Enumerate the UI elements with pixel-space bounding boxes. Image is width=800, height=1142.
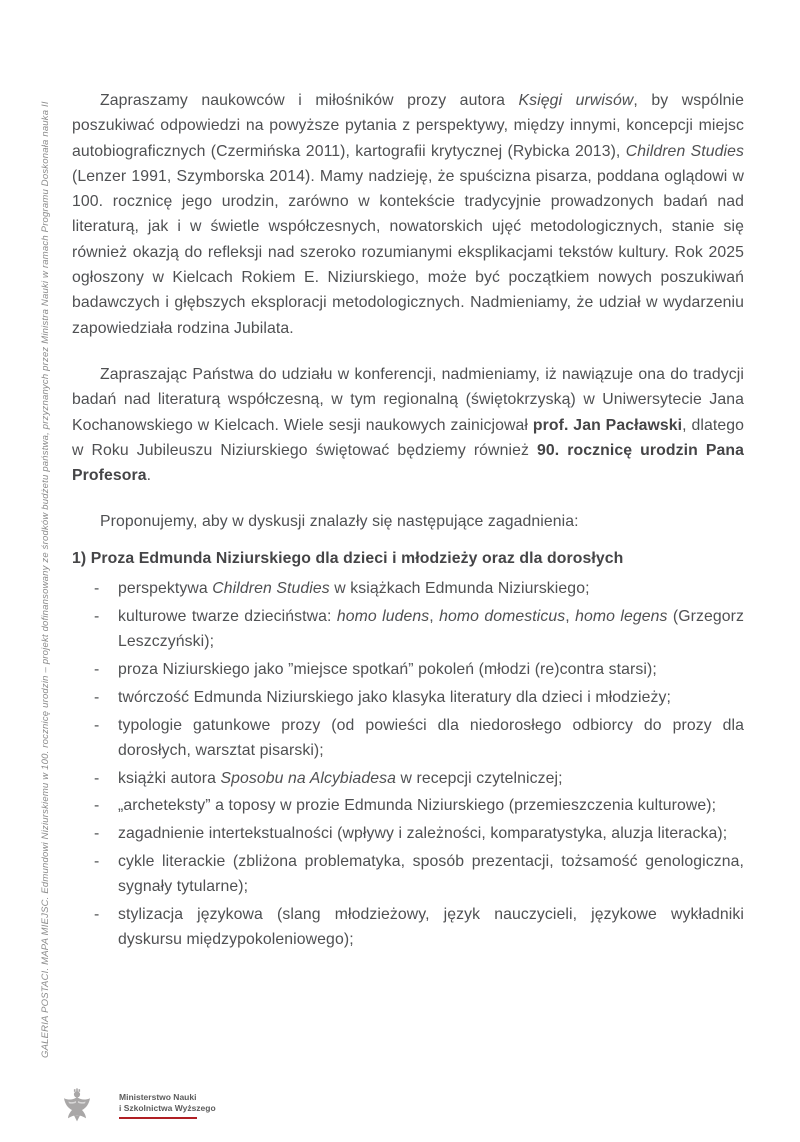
list-item (72, 576, 744, 601)
list-item (72, 821, 744, 846)
list-item-text: cykle literackie (zbliżona problematyka, sposób prezentacji, tożsamość genologiczna, sygnały tytularne); (118, 853, 744, 896)
bullet-dash: - (94, 660, 100, 678)
ministry-name (119, 1092, 216, 1119)
paragraph-invitation: Zapraszamy naukowców i miłośników prozy autora Księgi urwisów, by wspólnie poszukiwać odpowiedzi na powyższe pytania z perspektywy, między innymi, koncepcji miejsc autobiograficznych (Czermińska 2011), kartografii krytycznej (Rybicka 2013), Children Studies (Lenzer 1991, Szymborska 2014). Mamy nadzieję, że spuścizna pisarza, poddana oglądowi w 100. rocznicę jego urodzin, zarówno w kontekście tradycyjnie prowadzonych badań nad literaturą, jak i w świetle współczesnych, nowatorskich ujęć metodologicznych, stanie się również okazją do refleksji nad szeroko rozumianymi eksplikacjami tekstów kultury. Rok 2025 ogłoszony w Kielcach Rokiem E. Niziurskiego, może być początkiem nowych poszukiwań badawczych i głębszych eksploracji metodologicznych. Nadmieniamy, że udział w wydarzeniu zapowiedziała rodzina Jubilata. (72, 92, 744, 337)
list-item-text: zagadnienie intertekstualności (wpływy i zależności, komparatystyka, aluzja literacka); (118, 825, 728, 843)
list-item (72, 657, 744, 682)
list-item (72, 766, 744, 791)
list-item (72, 849, 744, 900)
ministry-name-line1: Ministerstwo Nauki (119, 1092, 197, 1102)
bullet-dash: - (94, 906, 100, 924)
bullet-dash: - (94, 607, 100, 625)
list-item (72, 713, 744, 764)
list-item-text: proza Niziurskiego jako ”miejsce spotkań” pokoleń (młodzi (re)contra starsi); (118, 660, 657, 678)
paragraph-conference-tradition: Zapraszając Państwa do udziału w konferencji, nadmieniamy, iż nawiązuje ona do tradycji badań nad literaturą współczesną, w tym regionalną (świętokrzyską) w Uniwersytecie Jana Kochanowskiego w Kielcach. Wiele sesji naukowych zainicjował prof. Jan Pacławski, dlatego w Roku Jubileuszu Niziurskiego świętować będziemy również 90. rocznicę urodzin Pana Profesora. (72, 365, 744, 485)
bullet-dash: - (94, 825, 100, 843)
topic-list (72, 576, 744, 953)
bullet-dash: - (94, 769, 100, 787)
bullet-dash: - (94, 853, 100, 871)
sidebar-funding-note: GALERIA POSTACI. MAPA MIEJSC. Edmundowi Niziurskiemu w 100. rocznicę urodzin – projekt dofinansowany ze środków budżetu państwa, przyznanych przez Ministra Nauki w ramach Programu Doskonała nauka II (40, 101, 51, 1058)
list-item (72, 685, 744, 710)
list-item (72, 793, 744, 818)
list-item-text: twórczość Edmunda Niziurskiego jako klasyka literatury dla dzieci i młodzieży; (118, 688, 672, 706)
bullet-dash: - (94, 716, 100, 734)
list-item-text: książki autora Sposobu na Alcybiadesa w recepcji czytelniczej; (118, 769, 563, 787)
list-item-text: „archeteksty” a toposy w prozie Edmunda Niziurskiego (przemieszczenia kulturowe); (118, 797, 717, 815)
bullet-dash: - (94, 688, 100, 706)
document-body (72, 88, 744, 955)
ministry-name-line2: i Szkolnictwa Wyższego (119, 1102, 216, 1113)
polish-eagle-icon (62, 1088, 92, 1122)
list-item-text: kulturowe twarze dzieciństwa: homo ludens, homo domesticus, homo legens (Grzegorz Leszczyński); (118, 607, 744, 651)
section-heading-topic-1: 1) Proza Edmunda Niziurskiego dla dzieci i młodzieży oraz dla dorosłych (72, 549, 624, 567)
paragraph-topics-intro: Proponujemy, aby w dyskusji znalazły się następujące zagadnienia: (100, 513, 579, 531)
bullet-dash: - (94, 797, 100, 815)
list-item-text: perspektywa Children Studies w książkach Edmunda Niziurskiego; (118, 580, 590, 598)
list-item-text: stylizacja językowa (slang młodzieżowy, język nauczycieli, językowe wykładniki dyskursu międzypokoleniowego); (118, 906, 744, 949)
ministry-underline (119, 1117, 197, 1119)
list-item (72, 604, 744, 655)
list-item-text: typologie gatunkowe prozy (od powieści dla niedorosłego odbiorcy do prozy dla dorosłych, warsztat pisarski); (118, 716, 744, 759)
bullet-dash: - (94, 580, 100, 598)
ministry-logo (62, 1088, 216, 1122)
list-item (72, 902, 744, 953)
